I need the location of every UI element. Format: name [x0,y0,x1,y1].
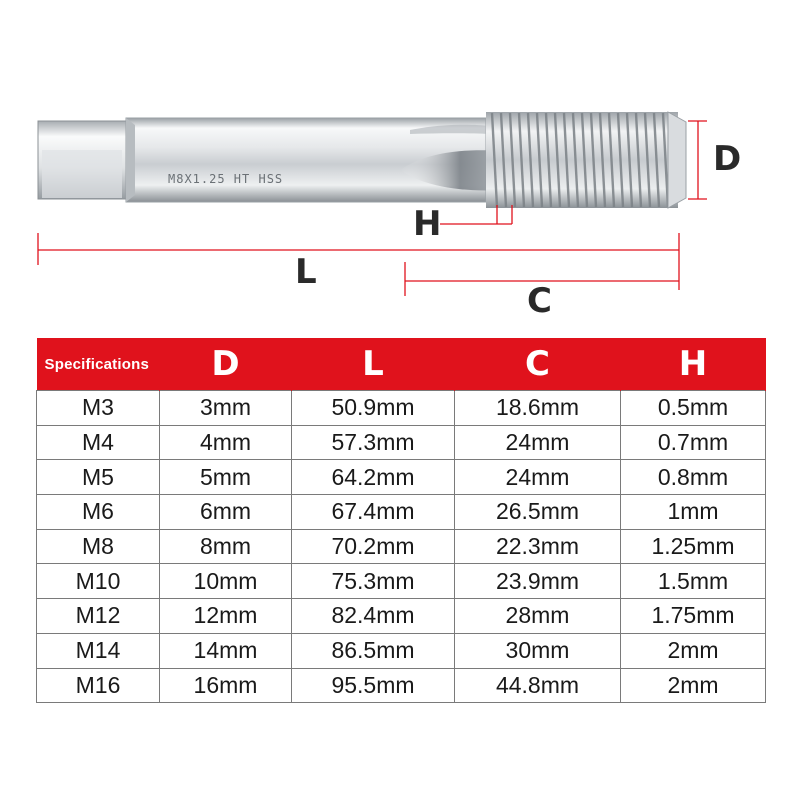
cell-l: 57.3mm [292,425,455,460]
cell-h: 1.5mm [621,564,766,599]
cell-c: 30mm [455,633,621,668]
cell-c: 26.5mm [455,495,621,530]
cell-size: M4 [37,425,160,460]
dimension-d-bracket [688,121,707,199]
cell-l: 67.4mm [292,495,455,530]
table-row [37,668,766,703]
header-d: D [160,338,292,391]
tap-dimension-diagram [0,0,800,330]
cell-d: 4mm [160,425,292,460]
cell-l: 70.2mm [292,529,455,564]
cell-size: M6 [37,495,160,530]
cell-l: 86.5mm [292,633,455,668]
table-body [37,391,766,703]
table-row [37,599,766,634]
cell-c: 28mm [455,599,621,634]
table-row [37,460,766,495]
table-row [37,391,766,426]
cell-d: 5mm [160,460,292,495]
table-row [37,425,766,460]
cell-size: M14 [37,633,160,668]
cell-size: M16 [37,668,160,703]
cell-h: 0.8mm [621,460,766,495]
cell-h: 1mm [621,495,766,530]
cell-c: 23.9mm [455,564,621,599]
dimension-label-l: L [295,252,317,292]
cell-l: 95.5mm [292,668,455,703]
dimension-label-h: H [413,204,442,244]
cell-d: 12mm [160,599,292,634]
cell-h: 2mm [621,633,766,668]
cell-d: 8mm [160,529,292,564]
cell-h: 0.7mm [621,425,766,460]
header-c: C [455,338,621,391]
cell-d: 10mm [160,564,292,599]
cell-l: 75.3mm [292,564,455,599]
cell-d: 14mm [160,633,292,668]
dimension-label-c: C [527,281,552,321]
cell-c: 22.3mm [455,529,621,564]
cell-size: M12 [37,599,160,634]
cell-d: 3mm [160,391,292,426]
cell-h: 1.75mm [621,599,766,634]
cell-c: 18.6mm [455,391,621,426]
cell-size: M10 [37,564,160,599]
cell-h: 1.25mm [621,529,766,564]
cell-h: 2mm [621,668,766,703]
cell-d: 16mm [160,668,292,703]
cell-d: 6mm [160,495,292,530]
dimension-label-d: D [713,139,742,179]
table-header-row [37,338,766,391]
cell-size: M5 [37,460,160,495]
cell-h: 0.5mm [621,391,766,426]
cell-c: 24mm [455,460,621,495]
header-l: L [292,338,455,391]
tap-engraving: M8X1.25 HT HSS [168,172,284,186]
cell-size: M3 [37,391,160,426]
table-row [37,564,766,599]
header-h: H [621,338,766,391]
table-row [37,529,766,564]
specifications-table [36,338,766,703]
cell-l: 64.2mm [292,460,455,495]
cell-c: 44.8mm [455,668,621,703]
cell-l: 82.4mm [292,599,455,634]
cell-l: 50.9mm [292,391,455,426]
table-row [37,495,766,530]
header-specifications: Specifications [37,338,160,391]
table-row [37,633,766,668]
cell-c: 24mm [455,425,621,460]
cell-size: M8 [37,529,160,564]
